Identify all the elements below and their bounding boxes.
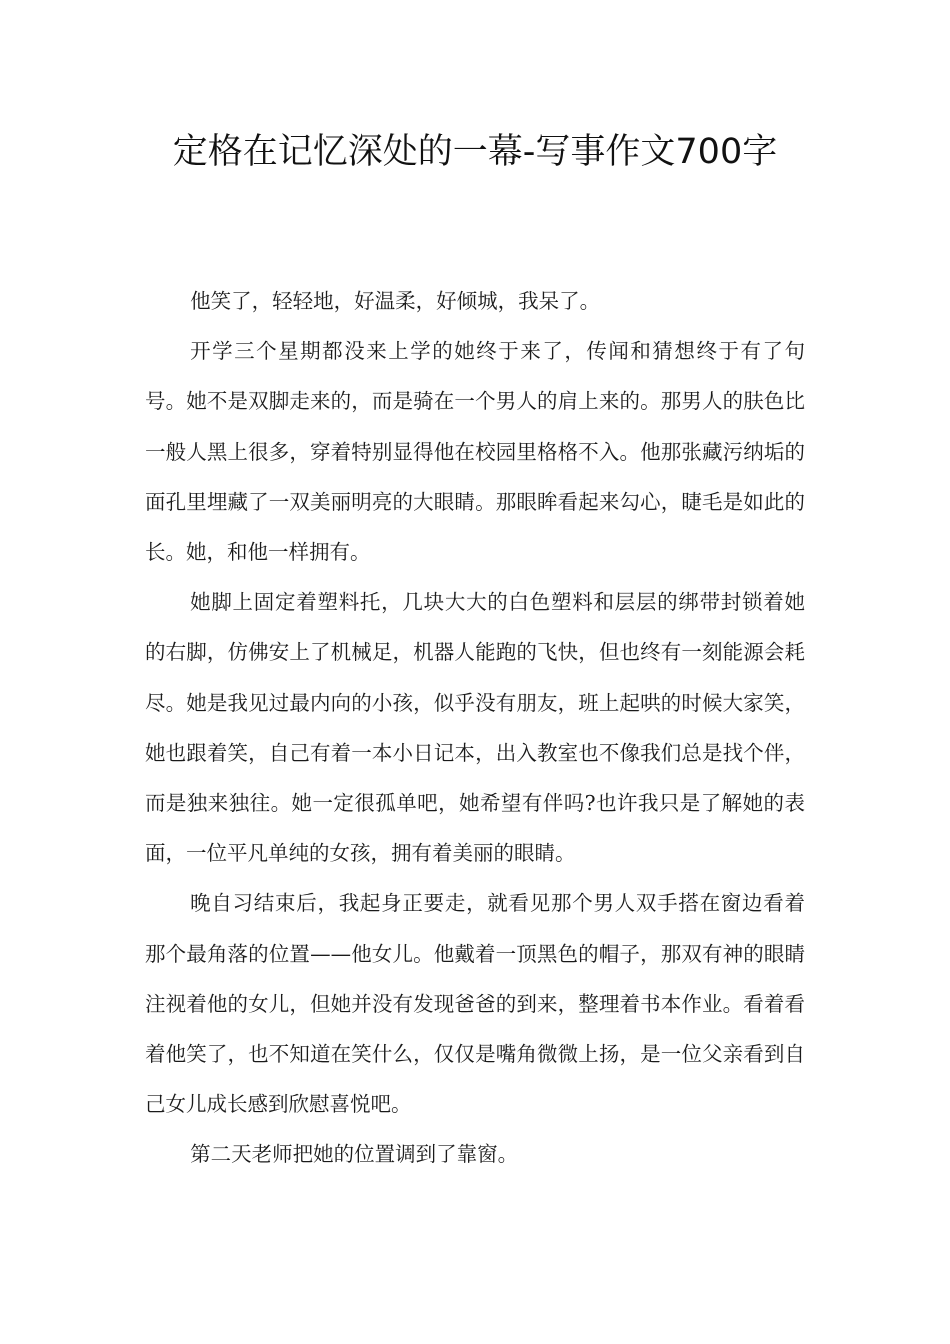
paragraph: 她脚上固定着塑料托，几块大大的白色塑料和层层的绑带封锁着她的右脚，仿佛安上了机械足，机器人能跑的飞快，但也终有一刻能源会耗尽。她是我见过最内向的小孩，似乎没有朋友，班上起哄的时候大家笑，她也跟着笑，自己有着一本小日记本，出入教室也不像我们总是找个伴，而是独来独往。她一定很孤单吧，她希望有伴吗?也许我只是了解她的表面，一位平凡单纯的女孩，拥有着美丽的眼睛。 — [145, 590, 805, 866]
document-title: 定格在记忆深处的一幕-写事作文700字 — [172, 132, 778, 172]
paragraph: 晚自习结束后，我起身正要走，就看见那个男人双手搭在窗边看着那个最角落的位置——他女儿。他戴着一顶黑色的帽子，那双有神的眼睛注视着他的女儿，但她并没有发现爸爸的到来，整理着书本作业。看着看着他笑了，也不知道在笑什么，仅仅是嘴角微微上扬，是一位父亲看到自己女儿成长感到欣慰喜悦吧。 — [145, 891, 805, 1117]
paragraph: 他笑了，轻轻地，好温柔，好倾城，我呆了。 — [190, 289, 601, 313]
paragraph: 开学三个星期都没来上学的她终于来了，传闻和猜想终于有了句号。她不是双脚走来的，而是骑在一个男人的肩上来的。那男人的肤色比一般人黑上很多，穿着特别显得他在校园里格格不入。他那张藏污纳垢的面孔里埋藏了一双美丽明亮的大眼睛。那眼眸看起来勾心，睫毛是如此的长。她，和他一样拥有。 — [145, 339, 805, 565]
article-body — [145, 276, 805, 1180]
paragraph: 第二天老师把她的位置调到了靠窗。 — [190, 1142, 519, 1167]
